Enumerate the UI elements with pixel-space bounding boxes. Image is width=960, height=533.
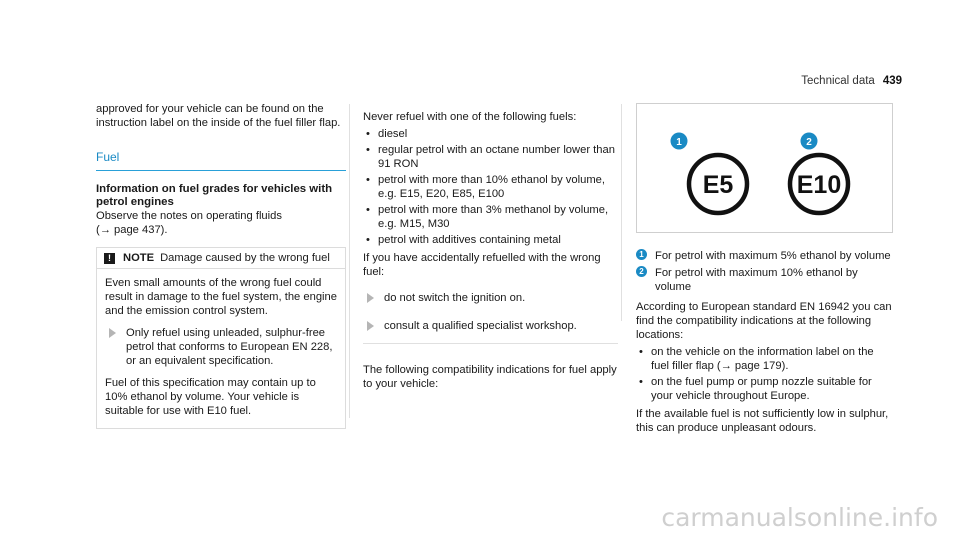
legend-text: For petrol with maximum 5% ethanol by volume	[655, 250, 891, 262]
list-item: • petrol with more than 3% methanol by volume, e.g. M15, M30	[363, 203, 618, 231]
wrong-fuel-list	[363, 127, 618, 247]
according-text: According to European standard EN 16942 you can find the compatibility indications at the following locations:	[636, 301, 892, 341]
legend-number-icon: 1	[636, 249, 647, 260]
legend-number-icon: 2	[636, 266, 647, 277]
step-text: consult a qualified specialist workshop.	[384, 320, 577, 332]
callout-1-number: 1	[676, 137, 682, 148]
section-name: Technical data	[801, 75, 875, 87]
legend-text: For petrol with maximum 10% ethanol by volume	[655, 267, 858, 293]
column-middle	[363, 110, 618, 391]
fuel-label-figure	[636, 103, 893, 233]
note-step-text: Only refuel using unleaded, sulphur-free petrol that conforms to European EN 228, or an equivalent specification.	[126, 327, 333, 367]
locations-list	[636, 345, 893, 403]
accident-text: If you have accidentally refuelled with the wrong fuel:	[363, 252, 601, 278]
observe-page-ref[interactable]: (→ page 437).	[96, 224, 168, 236]
step-arrow-icon	[367, 293, 374, 303]
callout-2-number: 2	[806, 137, 812, 148]
fuel-label-illustration	[637, 104, 892, 232]
subheading-fuel-grades: Information on fuel grades for vehicles with petrol engines	[96, 183, 333, 208]
column-right	[636, 103, 893, 435]
observe-text: Observe the notes on operating fluids	[96, 210, 282, 222]
never-refuel-text: Never refuel with one of the following fuels:	[363, 111, 577, 123]
page-number: 439	[882, 75, 902, 87]
column-divider-1	[349, 104, 350, 418]
e10-label: E10	[796, 171, 842, 199]
note-label: NOTE	[123, 252, 155, 264]
legend-item	[636, 249, 893, 263]
note-box	[96, 247, 346, 429]
list-item: • petrol with additives containing metal	[363, 233, 618, 247]
step-arrow-icon	[367, 321, 374, 331]
list-item: • regular petrol with an octane number lower than 91 RON	[363, 143, 618, 171]
list-item: • on the fuel pump or pump nozzle suitable for your vehicle throughout Europe.	[636, 375, 893, 403]
page-header	[801, 74, 902, 88]
compat-text: The following compatibility indications for fuel apply to your vehicle:	[363, 364, 617, 390]
note-paragraph-1: Even small amounts of the wrong fuel could result in damage to the fuel system, the engine and the emission control system.	[105, 277, 337, 317]
note-step	[105, 326, 337, 368]
list-item: • petrol with more than 10% ethanol by volume, e.g. E15, E20, E85, E100	[363, 173, 618, 201]
step-item	[363, 319, 618, 333]
step-item	[363, 291, 618, 305]
divider	[363, 343, 618, 344]
intro-paragraph: approved for your vehicle can be found on the instruction label on the inside of the fuel filler flap.	[96, 103, 341, 129]
warning-icon: !	[104, 253, 115, 264]
legend-item	[636, 266, 893, 294]
list-item: • on the vehicle on the information label on the fuel filler flap (→ page 179).	[636, 345, 893, 373]
note-title: Damage caused by the wrong fuel	[160, 252, 330, 264]
watermark-text: carmanualsonline.info	[661, 503, 938, 532]
figure-legend	[636, 249, 893, 294]
column-divider-2	[621, 104, 622, 321]
note-paragraph-2: Fuel of this specification may contain up to 10% ethanol by volume. Your vehicle is suitable for use with E10 fuel.	[105, 377, 316, 417]
list-item: • diesel	[363, 127, 618, 141]
column-left	[96, 102, 346, 429]
note-header	[97, 248, 345, 269]
section-title-fuel: Fuel	[96, 150, 346, 171]
sulphur-text: If the available fuel is not sufficiently low in sulphur, this can produce unpleasant odours.	[636, 408, 889, 434]
note-body	[97, 269, 345, 428]
step-text: do not switch the ignition on.	[384, 292, 526, 304]
e5-label: E5	[702, 171, 734, 199]
step-arrow-icon	[109, 328, 116, 338]
